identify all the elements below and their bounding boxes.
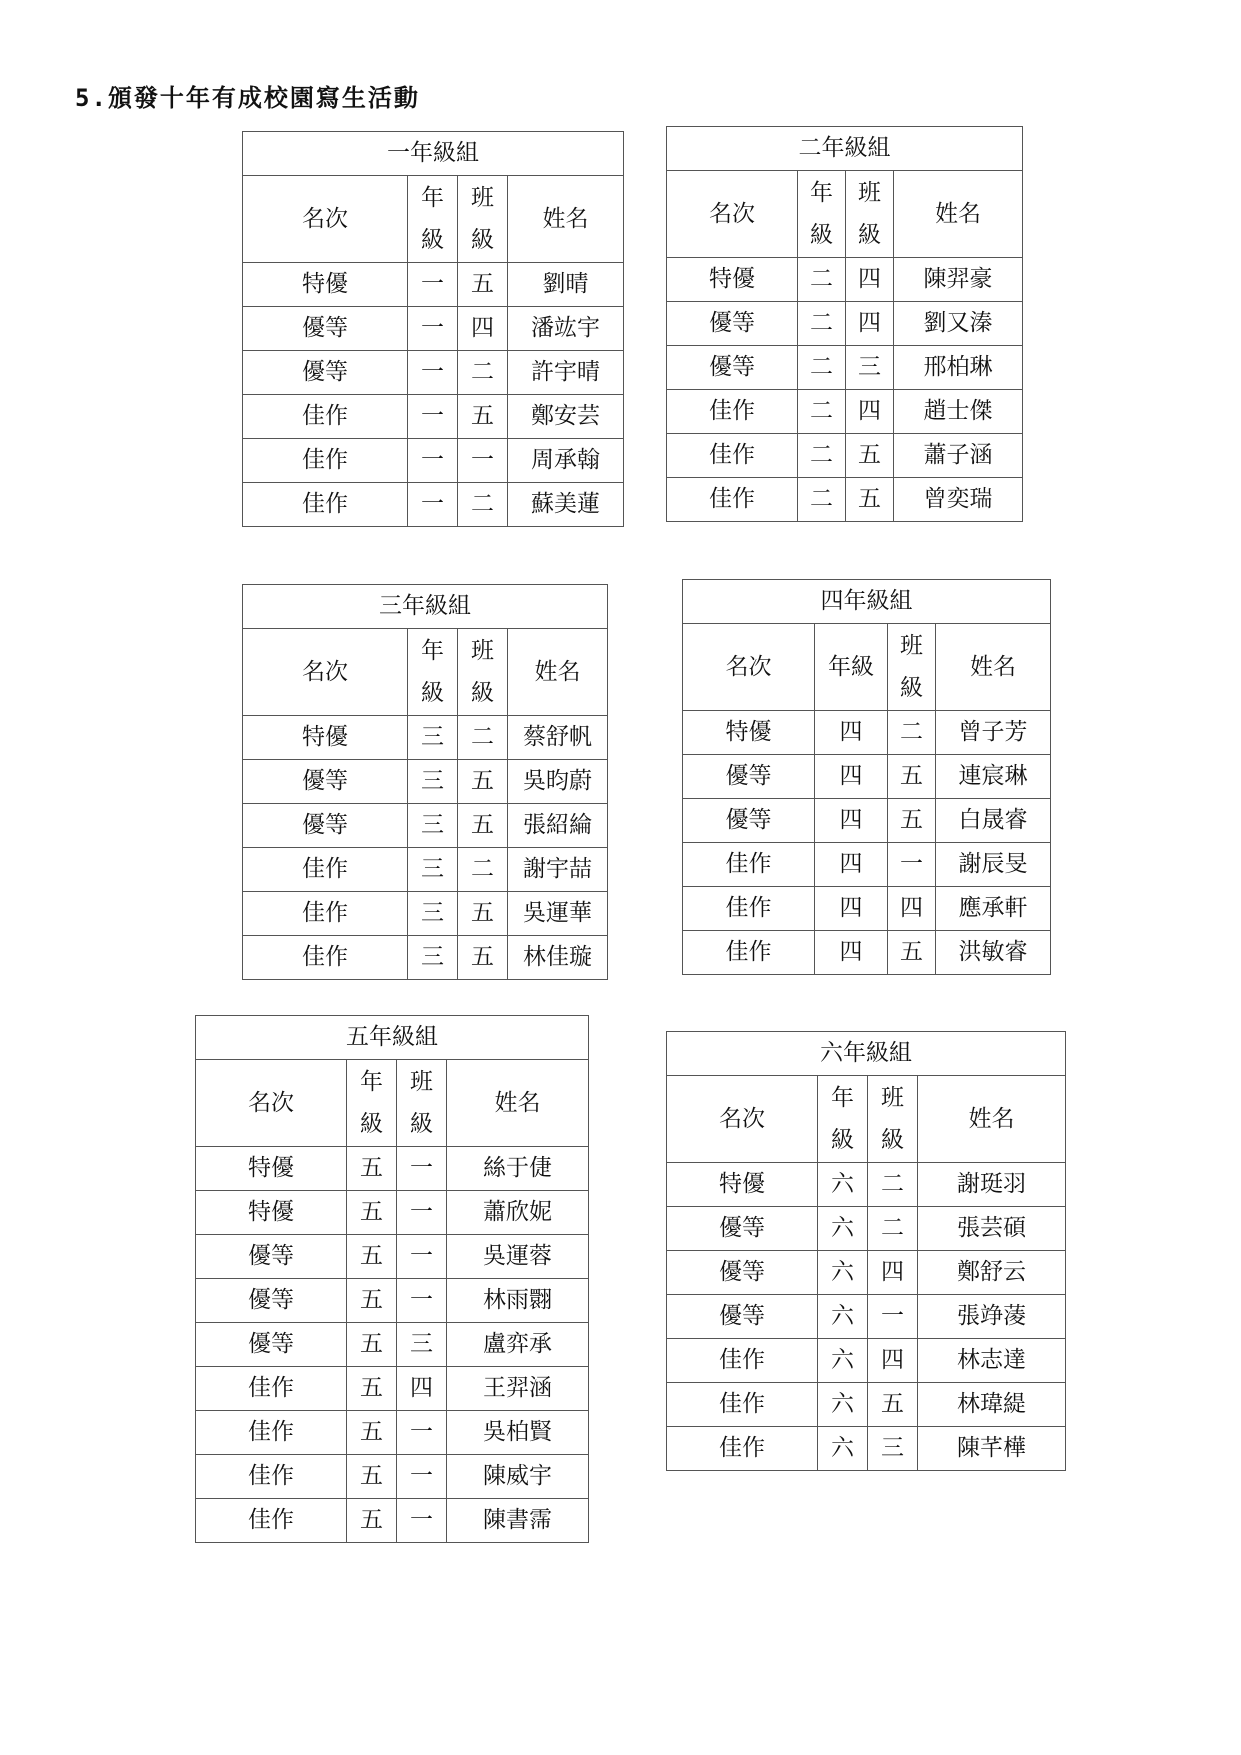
grade-cell: 三 (408, 760, 458, 804)
name-header: 姓名 (508, 176, 624, 263)
class-cell: 二 (868, 1207, 918, 1251)
grade-cell: 一 (408, 395, 458, 439)
student-name-cell: 吳運蓉 (447, 1235, 589, 1279)
class-cell: 一 (458, 439, 508, 483)
name-header: 姓名 (894, 171, 1023, 258)
rank-cell: 佳作 (196, 1411, 347, 1455)
class-cell: 二 (888, 711, 936, 755)
grade-cell: 四 (815, 843, 888, 887)
table-title: 五年級組 (196, 1016, 589, 1060)
rank-cell: 佳作 (683, 843, 815, 887)
page-heading: 5.頒發十年有成校園寫生活動 (75, 84, 420, 112)
grade-cell: 一 (408, 439, 458, 483)
table-row (196, 1191, 589, 1235)
table-title: 二年級組 (667, 127, 1023, 171)
rank-cell: 佳作 (243, 892, 408, 936)
table-row (243, 716, 608, 760)
table-row (683, 931, 1051, 975)
rank-cell: 特優 (667, 1163, 818, 1207)
table-title: 六年級組 (667, 1032, 1066, 1076)
rank-cell: 特優 (243, 716, 408, 760)
student-name-cell: 曾奕瑞 (894, 478, 1023, 522)
grade-cell: 六 (818, 1251, 868, 1295)
class-cell: 五 (868, 1383, 918, 1427)
table-row (667, 1163, 1066, 1207)
rank-cell: 優等 (196, 1279, 347, 1323)
rank-cell: 佳作 (683, 931, 815, 975)
grade-cell: 五 (347, 1235, 397, 1279)
student-name-cell: 張竫蓤 (918, 1295, 1066, 1339)
class-cell: 三 (846, 346, 894, 390)
rank-header: 名次 (683, 624, 815, 711)
grade-cell: 五 (347, 1455, 397, 1499)
table-row (243, 439, 624, 483)
grade-1-award-table (242, 131, 624, 527)
rank-header: 名次 (196, 1060, 347, 1147)
class-cell: 一 (397, 1191, 447, 1235)
table-title: 一年級組 (243, 132, 624, 176)
class-cell: 四 (846, 302, 894, 346)
grade-header: 年 級 (798, 171, 846, 258)
grade-cell: 一 (408, 351, 458, 395)
class-cell: 四 (846, 258, 894, 302)
student-name-cell: 林雨翾 (447, 1279, 589, 1323)
grade-3-award-table (242, 584, 608, 980)
student-name-cell: 潘竑宇 (508, 307, 624, 351)
table-row (196, 1235, 589, 1279)
student-name-cell: 林志達 (918, 1339, 1066, 1383)
student-name-cell: 謝宇喆 (508, 848, 608, 892)
table-row (196, 1499, 589, 1543)
rank-header: 名次 (243, 629, 408, 716)
table-row (243, 351, 624, 395)
student-name-cell: 洪敏睿 (936, 931, 1051, 975)
grade-cell: 四 (815, 931, 888, 975)
student-name-cell: 白晟睿 (936, 799, 1051, 843)
class-cell: 五 (846, 434, 894, 478)
class-cell: 二 (458, 351, 508, 395)
class-cell: 五 (458, 760, 508, 804)
grade-cell: 六 (818, 1295, 868, 1339)
table-title: 四年級組 (683, 580, 1051, 624)
student-name-cell: 陳書霈 (447, 1499, 589, 1543)
table-row (196, 1323, 589, 1367)
student-name-cell: 謝辰旻 (936, 843, 1051, 887)
rank-cell: 優等 (667, 1207, 818, 1251)
class-cell: 五 (458, 263, 508, 307)
student-name-cell: 趙士傑 (894, 390, 1023, 434)
class-cell: 五 (846, 478, 894, 522)
student-name-cell: 蔡舒帆 (508, 716, 608, 760)
grade-cell: 三 (408, 892, 458, 936)
class-cell: 二 (458, 716, 508, 760)
rank-cell: 佳作 (667, 390, 798, 434)
rank-cell: 佳作 (243, 936, 408, 980)
table-row (196, 1411, 589, 1455)
table-row (196, 1367, 589, 1411)
grade-cell: 五 (347, 1411, 397, 1455)
student-name-cell: 蕭欣妮 (447, 1191, 589, 1235)
rank-header: 名次 (243, 176, 408, 263)
grade-cell: 六 (818, 1163, 868, 1207)
class-cell: 一 (397, 1279, 447, 1323)
class-header: 班 級 (397, 1060, 447, 1147)
student-name-cell: 劉又溱 (894, 302, 1023, 346)
rank-cell: 優等 (683, 799, 815, 843)
class-header: 班 級 (458, 176, 508, 263)
rank-cell: 優等 (196, 1323, 347, 1367)
class-cell: 三 (397, 1323, 447, 1367)
grade-cell: 二 (798, 390, 846, 434)
student-name-cell: 王羿涵 (447, 1367, 589, 1411)
table-title: 三年級組 (243, 585, 608, 629)
grade-cell: 四 (815, 887, 888, 931)
class-header: 班 級 (458, 629, 508, 716)
class-cell: 五 (458, 804, 508, 848)
student-name-cell: 鄭舒云 (918, 1251, 1066, 1295)
table-row (667, 390, 1023, 434)
rank-cell: 佳作 (243, 439, 408, 483)
rank-header: 名次 (667, 171, 798, 258)
table-row (683, 711, 1051, 755)
table-row (243, 936, 608, 980)
table-row (667, 434, 1023, 478)
table-row (667, 1295, 1066, 1339)
student-name-cell: 陳羿豪 (894, 258, 1023, 302)
grade-cell: 五 (347, 1191, 397, 1235)
grade-cell: 六 (818, 1383, 868, 1427)
table-row (243, 395, 624, 439)
class-cell: 一 (397, 1499, 447, 1543)
grade-cell: 六 (818, 1427, 868, 1471)
rank-cell: 優等 (243, 351, 408, 395)
table-row (243, 263, 624, 307)
rank-cell: 佳作 (667, 478, 798, 522)
student-name-cell: 絲于倢 (447, 1147, 589, 1191)
rank-cell: 特優 (667, 258, 798, 302)
class-cell: 一 (397, 1235, 447, 1279)
table-row (667, 302, 1023, 346)
grade-2-award-table (666, 126, 1023, 522)
class-cell: 二 (458, 848, 508, 892)
rank-cell: 特優 (243, 263, 408, 307)
rank-cell: 佳作 (196, 1367, 347, 1411)
grade-5-award-table (195, 1015, 589, 1543)
grade-cell: 三 (408, 848, 458, 892)
student-name-cell: 周承翰 (508, 439, 624, 483)
rank-cell: 佳作 (196, 1499, 347, 1543)
name-header: 姓名 (447, 1060, 589, 1147)
student-name-cell: 許宇晴 (508, 351, 624, 395)
student-name-cell: 吳柏賢 (447, 1411, 589, 1455)
rank-cell: 優等 (667, 302, 798, 346)
rank-cell: 特優 (196, 1191, 347, 1235)
grade-cell: 二 (798, 478, 846, 522)
table-row (196, 1279, 589, 1323)
rank-cell: 優等 (683, 755, 815, 799)
grade-cell: 一 (408, 483, 458, 527)
class-header: 班 級 (888, 624, 936, 711)
class-cell: 四 (868, 1251, 918, 1295)
student-name-cell: 鄭安芸 (508, 395, 624, 439)
rank-cell: 佳作 (667, 1339, 818, 1383)
table-row (667, 346, 1023, 390)
class-cell: 一 (397, 1411, 447, 1455)
rank-cell: 佳作 (667, 434, 798, 478)
grade-cell: 五 (347, 1147, 397, 1191)
student-name-cell: 陳威宇 (447, 1455, 589, 1499)
class-cell: 一 (888, 843, 936, 887)
student-name-cell: 陳芊樺 (918, 1427, 1066, 1471)
student-name-cell: 劉晴 (508, 263, 624, 307)
table-row (667, 258, 1023, 302)
grade-cell: 四 (815, 711, 888, 755)
class-cell: 五 (458, 892, 508, 936)
student-name-cell: 張紹綸 (508, 804, 608, 848)
table-row (667, 1427, 1066, 1471)
student-name-cell: 張芸碩 (918, 1207, 1066, 1251)
rank-cell: 優等 (243, 307, 408, 351)
student-name-cell: 應承軒 (936, 887, 1051, 931)
student-name-cell: 林佳璇 (508, 936, 608, 980)
table-row (683, 799, 1051, 843)
class-cell: 四 (846, 390, 894, 434)
grade-cell: 二 (798, 434, 846, 478)
table-row (667, 1207, 1066, 1251)
rank-cell: 佳作 (667, 1427, 818, 1471)
grade-cell: 五 (347, 1367, 397, 1411)
grade-4-award-table (682, 579, 1051, 975)
table-row (667, 1383, 1066, 1427)
grade-cell: 一 (408, 307, 458, 351)
table-row (196, 1455, 589, 1499)
grade-cell: 六 (818, 1339, 868, 1383)
table-row (196, 1147, 589, 1191)
rank-cell: 優等 (243, 760, 408, 804)
class-cell: 四 (868, 1339, 918, 1383)
rank-cell: 佳作 (243, 483, 408, 527)
student-name-cell: 蕭子涵 (894, 434, 1023, 478)
table-row (243, 848, 608, 892)
grade-cell: 六 (818, 1207, 868, 1251)
grade-header: 年 級 (818, 1076, 868, 1163)
rank-cell: 佳作 (196, 1455, 347, 1499)
class-header: 班 級 (846, 171, 894, 258)
student-name-cell: 蘇美蓮 (508, 483, 624, 527)
grade-cell: 五 (347, 1499, 397, 1543)
grade-cell: 三 (408, 936, 458, 980)
table-row (243, 483, 624, 527)
rank-cell: 優等 (667, 1251, 818, 1295)
name-header: 姓名 (936, 624, 1051, 711)
class-cell: 四 (458, 307, 508, 351)
rank-cell: 優等 (196, 1235, 347, 1279)
grade-cell: 五 (347, 1279, 397, 1323)
grade-cell: 一 (408, 263, 458, 307)
table-row (667, 478, 1023, 522)
grade-cell: 四 (815, 799, 888, 843)
student-name-cell: 謝珽羽 (918, 1163, 1066, 1207)
name-header: 姓名 (508, 629, 608, 716)
class-header: 班 級 (868, 1076, 918, 1163)
grade-header: 年 級 (347, 1060, 397, 1147)
class-cell: 四 (397, 1367, 447, 1411)
class-cell: 一 (397, 1455, 447, 1499)
student-name-cell: 連宸琳 (936, 755, 1051, 799)
class-cell: 五 (888, 931, 936, 975)
table-row (243, 760, 608, 804)
class-cell: 一 (397, 1147, 447, 1191)
grade-header: 年 級 (408, 176, 458, 263)
table-row (243, 307, 624, 351)
rank-cell: 佳作 (243, 848, 408, 892)
class-cell: 二 (458, 483, 508, 527)
name-header: 姓名 (918, 1076, 1066, 1163)
grade-cell: 二 (798, 258, 846, 302)
grade-cell: 五 (347, 1323, 397, 1367)
rank-cell: 優等 (667, 1295, 818, 1339)
rank-cell: 佳作 (683, 887, 815, 931)
class-cell: 二 (868, 1163, 918, 1207)
rank-cell: 佳作 (667, 1383, 818, 1427)
student-name-cell: 曾子芳 (936, 711, 1051, 755)
student-name-cell: 盧弈承 (447, 1323, 589, 1367)
student-name-cell: 吳昀蔚 (508, 760, 608, 804)
grade-cell: 二 (798, 346, 846, 390)
class-cell: 五 (458, 936, 508, 980)
student-name-cell: 吳運華 (508, 892, 608, 936)
table-row (683, 887, 1051, 931)
rank-cell: 優等 (243, 804, 408, 848)
grade-cell: 三 (408, 804, 458, 848)
rank-header: 名次 (667, 1076, 818, 1163)
table-row (243, 804, 608, 848)
student-name-cell: 邢柏琳 (894, 346, 1023, 390)
rank-cell: 優等 (667, 346, 798, 390)
grade-header: 年級 (815, 624, 888, 711)
grade-cell: 四 (815, 755, 888, 799)
class-cell: 三 (868, 1427, 918, 1471)
rank-cell: 佳作 (243, 395, 408, 439)
class-cell: 五 (888, 755, 936, 799)
student-name-cell: 林瑋緹 (918, 1383, 1066, 1427)
class-cell: 一 (868, 1295, 918, 1339)
table-row (667, 1251, 1066, 1295)
table-row (243, 892, 608, 936)
table-row (683, 755, 1051, 799)
grade-cell: 二 (798, 302, 846, 346)
table-row (683, 843, 1051, 887)
grade-header: 年 級 (408, 629, 458, 716)
class-cell: 五 (458, 395, 508, 439)
rank-cell: 特優 (196, 1147, 347, 1191)
class-cell: 四 (888, 887, 936, 931)
rank-cell: 特優 (683, 711, 815, 755)
class-cell: 五 (888, 799, 936, 843)
grade-cell: 三 (408, 716, 458, 760)
grade-6-award-table (666, 1031, 1066, 1471)
table-row (667, 1339, 1066, 1383)
